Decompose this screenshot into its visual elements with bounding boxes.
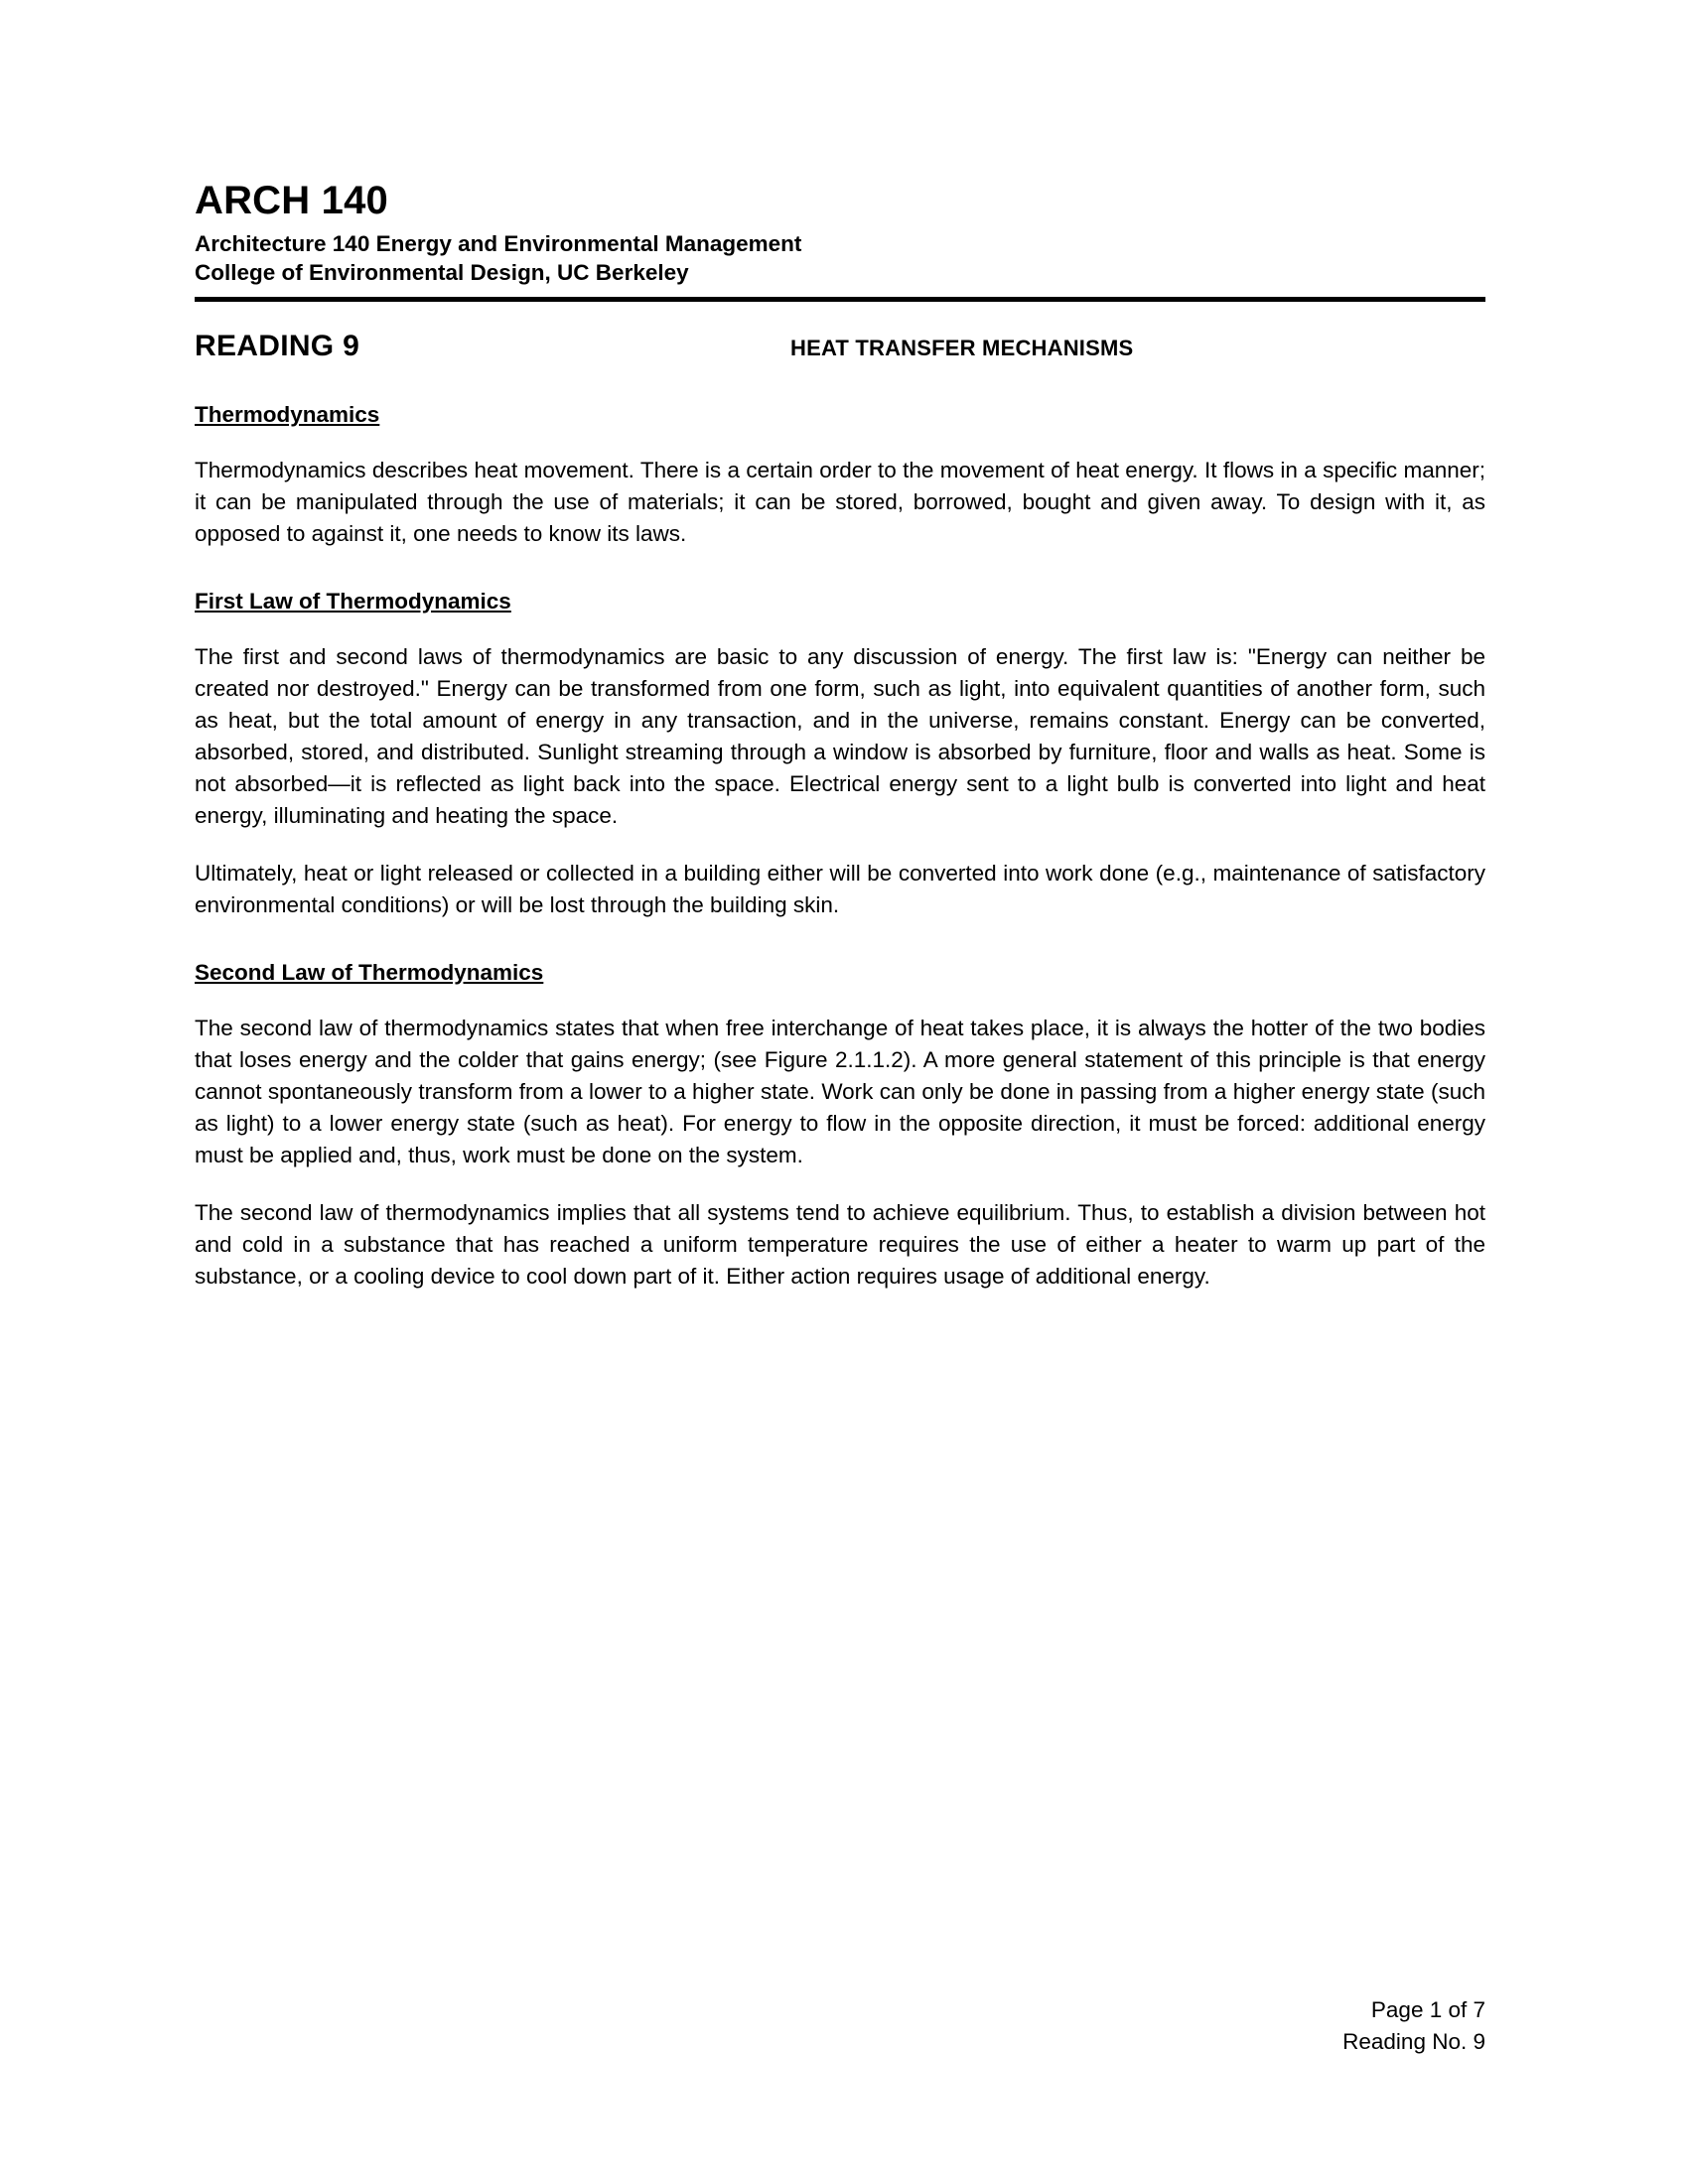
section-heading-first-law: First Law of Thermodynamics: [195, 589, 511, 614]
page-footer: [1342, 1994, 1485, 2057]
page-number: Page 1 of 7: [1370, 1997, 1485, 2022]
reading-number: READING 9: [195, 330, 360, 363]
paragraph: Thermodynamics describes heat movement. There is a certain order to the movement of heat energy. It flows in a specific manner; it can be manipulated through the use of materials; it can be stored, borrowed, bought and given away. To design with it, as opposed to against it, one needs to know its laws.: [195, 458, 1485, 547]
section-heading-second-law: Second Law of Thermodynamics: [195, 959, 544, 985]
course-title: Architecture 140 Energy and Environmental Management: [195, 230, 802, 256]
header-divider: [195, 297, 1485, 302]
section-heading-thermodynamics: Thermodynamics: [195, 402, 380, 428]
institution-name: College of Environmental Design, UC Berkeley: [195, 260, 689, 286]
document-header: [195, 179, 1485, 302]
paragraph: The second law of thermodynamics states that when free interchange of heat takes place, it is always the hotter of the two bodies that loses energy and the colder that gains energy; (see Figure 2.1.1.2). A more general statement of this principle is that energy cannot spontaneously transform from a lower to a higher state. Work can only be done in passing from a higher energy state (such as light) to a lower energy state (such as heat). For energy to flow in the opposite direction, it must be forced: additional energy must be applied and, thus, work must be done on the system.: [195, 1015, 1485, 1167]
reading-topic: HEAT TRANSFER MECHANISMS: [790, 336, 1134, 361]
paragraph: The first and second laws of thermodynamics are basic to any discussion of energy. The first law is: "Energy can neither be created nor destroyed." Energy can be transformed from one form, such as light, into equivalent quantities of another form, such as heat, but the total amount of energy in any transaction, and in the universe, remains constant. Energy can be converted, absorbed, stored, and distributed. Sunlight streaming through a window is absorbed by furniture, floor and walls as heat. Some is not absorbed—it is reflected as light back into the space. Electrical energy sent to a light bulb is converted into light and heat energy, illuminating and heating the space.: [195, 644, 1485, 829]
paragraph: The second law of thermodynamics implies that all systems tend to achieve equilibrium. Thus, to establish a division between hot and cold in a substance that has reached a uniform temperature requires the use of either a heater to warm up part of the substance, or a cooling device to cool down part of it. Either action requires usage of additional energy.: [195, 1199, 1485, 1289]
paragraph: Ultimately, heat or light released or collected in a building either will be converted into work done (e.g., maintenance of satisfactory environmental conditions) or will be lost through the building skin.: [195, 860, 1485, 917]
page-content: [195, 179, 1485, 1292]
reading-band: [195, 330, 1485, 363]
reading-number-footer: Reading No. 9: [1342, 2028, 1485, 2054]
course-code: ARCH 140: [195, 179, 388, 222]
